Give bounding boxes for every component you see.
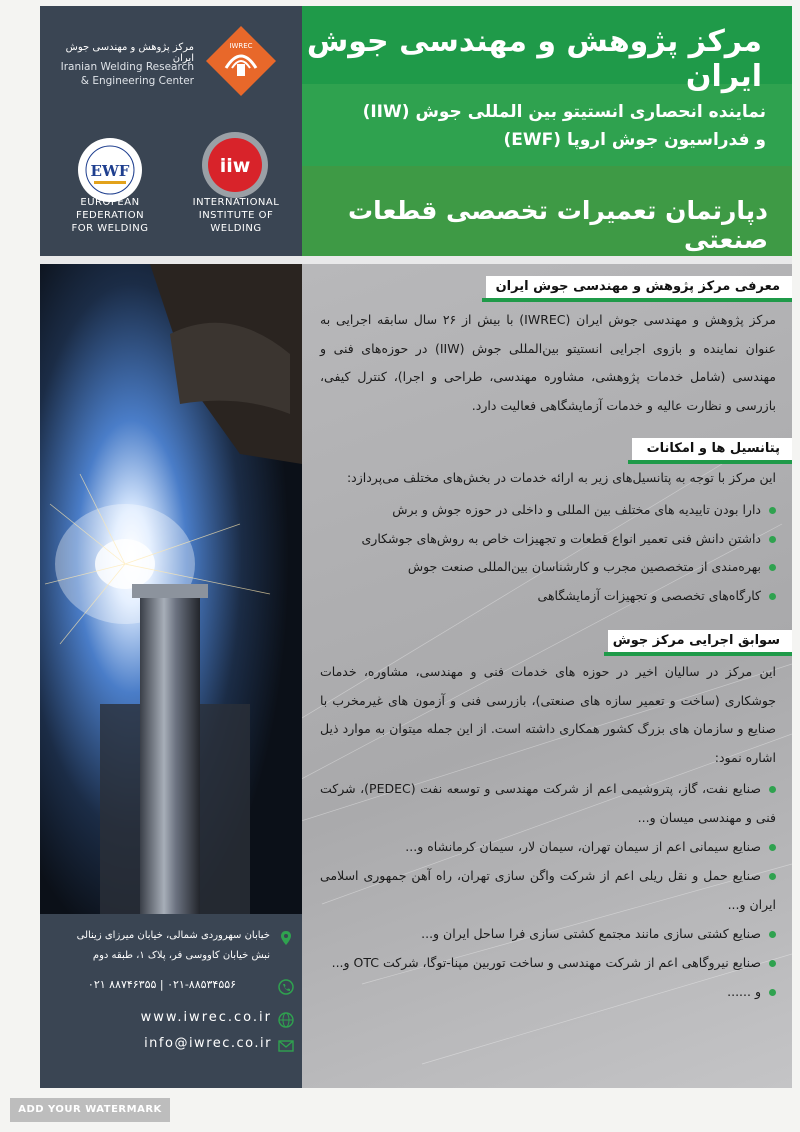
phone-numbers: ۰۲۱ ۸۸۷۴۶۳۵۵ | ۰۲۱-۸۸۵۳۴۵۵۶ (87, 978, 237, 991)
subtitle-line2: و فدراسیون جوش اروپا (EWF) (503, 130, 766, 150)
ewf-logo-text: EWF (90, 162, 130, 180)
ewf-caption-line1: EUROPEAN (80, 197, 140, 208)
phone-icon (278, 979, 294, 995)
iiw-logo-text: iiw (219, 155, 251, 177)
bullet-icon (769, 960, 776, 967)
intro-title: معرفی مرکز پژوهش و مهندسی جوش ایران (495, 279, 780, 294)
bullet-icon (769, 593, 776, 600)
watermark-label: ADD YOUR WATERMARK (10, 1098, 170, 1122)
list-item: و ...... (320, 977, 776, 1006)
email-link[interactable]: info@iwrec.co.ir (144, 1036, 272, 1051)
bullet-icon (769, 989, 776, 996)
potential-intro: این مرکز با توجه به پتانسیل‌های زیر به ارائه خدمات در بخش‌های مختلف می‌پردازد: (346, 470, 776, 485)
bullet-icon (769, 564, 776, 571)
records-title: سوابق اجرایی مرکز جوش (612, 633, 780, 648)
iwrec-logo-icon (204, 24, 278, 98)
header-title-panel (302, 6, 792, 256)
address-line2: نبش خیابان کاووسی فر، پلاک ۱، طبقه دوم (92, 950, 270, 961)
list-item: کارگاه‌های تخصصی و تجهیزات آزمایشگاهی (320, 582, 776, 611)
mail-icon (278, 1038, 294, 1054)
records-title-underline (604, 652, 792, 656)
ewf-caption-line3: FOR WELDING (71, 223, 149, 234)
intro-paragraph: مرکز پژوهش و مهندسی جوش ایران (IWREC) با بیش از ۲۶ سال سابقه اجرایی به عنوان نماینده و بازوی اجرایی انستیتو بین‌المللی جوش (IIW) در حوزه‌های فنی و مهندسی (شامل خدمات پژوهشی، مشاوره مهندسی، طراحی و اجرا)، کنترل کیفی، بازرسی و نظارت عالیه و خدمات آزمایشگاهی فعالیت دارد. (320, 312, 776, 413)
list-item: صنایع کشتی سازی مانند مجتمع کشتی سازی فرا ساحل ایران و... (320, 919, 776, 948)
subtitle-band (302, 84, 792, 166)
header-logos-panel (40, 6, 302, 256)
welding-photo-image (40, 264, 302, 914)
page-title: مرکز پژوهش و مهندسی جوش ایران (306, 24, 762, 94)
bullet-icon (769, 507, 776, 514)
contact-panel (40, 914, 302, 1088)
ewf-caption (58, 196, 162, 235)
intro-title-bar (486, 276, 792, 298)
org-name-en (54, 60, 194, 88)
ewf-caption-line2: FEDERATION (75, 210, 145, 221)
address-line1: خیابان سهروردی شمالی، خیابان میرزای زینالی (76, 930, 270, 941)
welding-photo (40, 264, 302, 914)
records-list (320, 774, 776, 1006)
org-name-fa: مرکز پژوهش و مهندسی جوش ایران (65, 42, 194, 64)
website-link[interactable]: www.iwrec.co.ir (140, 1010, 272, 1025)
content-panel (302, 264, 792, 1088)
brochure-page (40, 6, 792, 1088)
org-name-en-line2: & Engineering Center (80, 75, 194, 87)
potential-list (320, 496, 776, 610)
subtitle-line1: نماینده انحصاری انستیتو بین المللی جوش (IIW) (362, 102, 766, 122)
list-item: بهره‌مندی از متخصصین مجرب و کارشناسان بین‌المللی صنعت جوش (320, 553, 776, 582)
iiw-logo-icon (200, 130, 270, 200)
list-item: صنایع سیمانی اعم از سیمان تهران، سیمان لار، سیمان کرمانشاه و... (320, 832, 776, 861)
bullet-icon (769, 786, 776, 793)
list-item: صنایع نیروگاهی اعم از شرکت مهندسی و ساخت توربین مپنا-توگا، شرکت OTC و... (320, 948, 776, 977)
potential-title-bar (632, 438, 792, 460)
list-item: صنایع حمل و نقل ریلی اعم از شرکت واگن سازی تهران، راه آهن جمهوری اسلامی ایران و... (320, 868, 776, 912)
address (50, 926, 270, 966)
bullet-icon (769, 931, 776, 938)
iiw-caption (174, 196, 298, 235)
iwrec-logo-text: IWREC (229, 42, 253, 50)
iiw-caption-line1: INTERNATIONAL (192, 197, 280, 208)
bullet-icon (769, 536, 776, 543)
department-title: دپارتمان تعمیرات تخصصی قطعات صنعتی (348, 196, 768, 254)
potential-title: پتانسیل ها و امکانات (646, 441, 780, 456)
list-item: داشتن دانش فنی تعمیر انواع قطعات و تجهیزات خاص به روش‌های جوشکاری (320, 525, 776, 554)
org-name-en-line1: Iranian Welding Research (60, 61, 194, 73)
ewf-logo-icon (76, 136, 144, 204)
location-pin-icon (278, 930, 294, 946)
bullet-icon (769, 844, 776, 851)
bullet-icon (769, 873, 776, 880)
records-paragraph: این مرکز در سالیان اخیر در حوزه های خدمات فنی و مهندسی، مشاوره، خدمات جوشکاری (ساخت و تعمیر سازه های صنعتی)، بازرسی فنی و آزمون های غیرمخرب با صنایع و سازمان های بزرگ کشور همکاری داشته است. از این جمله میتوان به موارد ذیل اشاره نمود: (320, 664, 776, 765)
records-title-bar (608, 630, 792, 652)
list-item: دارا بودن تاییدیه های مختلف بین المللی و داخلی در حوزه جوش و برش (320, 496, 776, 525)
intro-title-underline (482, 298, 792, 302)
globe-icon (278, 1012, 294, 1028)
iiw-caption-line2: INSTITUTE OF (198, 210, 274, 221)
list-item: صنایع نفت، گاز، پتروشیمی اعم از شرکت مهندسی و توسعه نفت (PEDEC)، شرکت فنی و مهندسی میسان و... (320, 781, 776, 825)
iiw-caption-line3: WELDING (210, 223, 262, 234)
